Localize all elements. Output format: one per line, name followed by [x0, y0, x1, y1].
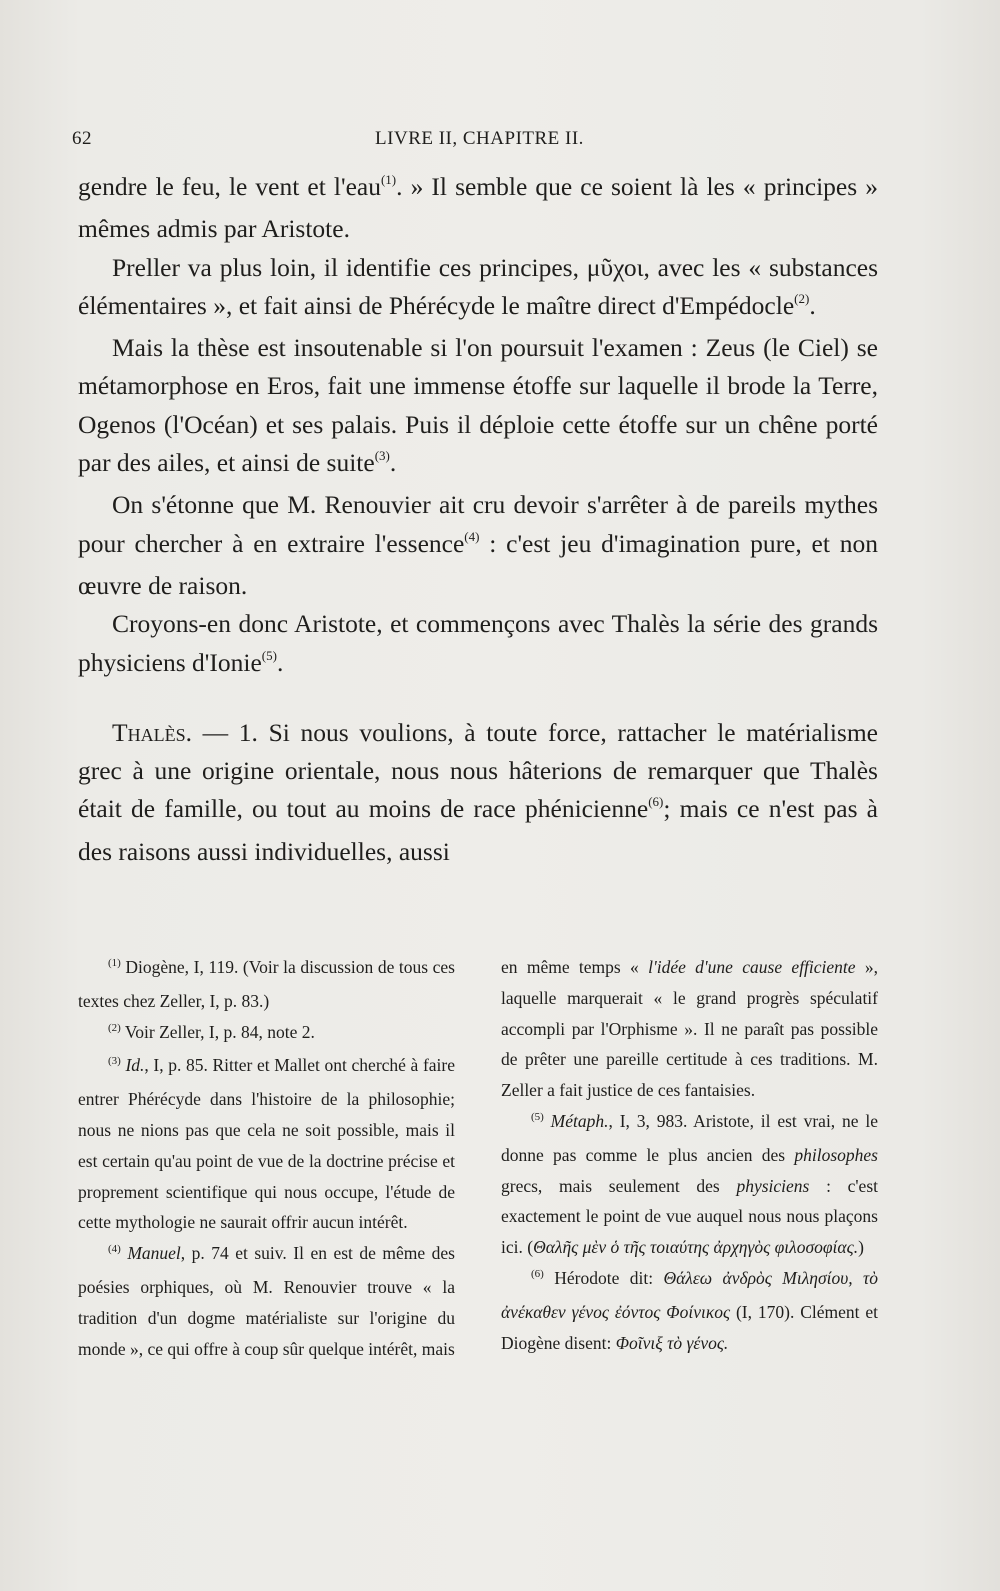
footnote: $^{(1)}$ Diogène, I, 119. (Voir la discussion de tous ces textes chez Zeller, I, p. 83.)	[78, 957, 455, 1011]
main-text	[78, 168, 878, 871]
footnote-ref: (2)	[794, 290, 810, 306]
footnote: $^{(6)}$ Hérodote dit: Θάλεω ἀνδρὸς Μιλησίου, τὸ ἀνέκαθεν γένος ἐόντος Φοίνικος (I, 170). Clément et Diogène disent: Φοῖνιξ τὸ γένος.	[501, 1267, 879, 1353]
footnote-ref: (1)	[380, 172, 397, 187]
footnote: $^{(2)}$ Voir Zeller, I, p. 84, note 2.	[108, 1021, 315, 1042]
footnote: $^{(3)}$ Id., I, p. 85. Ritter et Mallet ont cherché à faire entrer Phérécyde dans l'histoire de la philosophie; nous ne nions pas que cela ne soit possible, mais il est certain qu'au point de vue de la doctrine précise et proprement scientifique qui nous occupe, l'étude de cette mythologie ne saurait offrir aucun intérêt.	[78, 1055, 456, 1233]
paragraph: Thalès. — 1. Si nous voulions, à toute force, rattacher le matérialisme grec à une origine orientale, nous nous hâterions de remarquer que Thalès était de famille, ou tout au moins de race phénicienne$^{(6)}$; mais ce n'est pas à des raisons aussi individuelles, aussi	[78, 717, 878, 866]
page-header	[72, 128, 887, 158]
footnote-ref: (4)	[464, 528, 480, 544]
footnote: $^{(5)}$ Métaph., I, 3, 983. Aristote, il est vrai, ne le donne pas comme le plus ancien des philosophes grecs, mais seulement des physiciens : c'est exactement le point de vue auquel nous nous plaçons ici. (Θαλῆς μὲν ὁ τῆς τοιαύτης ἀρχηγὸς φιλοσοφίας.)	[501, 1110, 878, 1258]
section-heading: Thalès.	[112, 717, 192, 747]
footnote-column-left	[78, 952, 455, 1364]
running-head: LIVRE II, CHAPITRE II.	[375, 128, 584, 149]
paragraph: On s'étonne que M. Renouvier ait cru devoir s'arrêter à de pareils mythes pour chercher à en extraire l'essence$^{(4)}$ : c'est jeu d'imagination pure, et non œuvre de raison.	[78, 490, 878, 600]
footnote: $^{(4)}$ Manuel, p. 74 et suiv. Il en est de même des poésies orphiques, où M. Renouvier trouve « la tradition d'un dogme matérialiste sur l'origine du monde », ce qui offre à coup sûr quelque intérêt, mais	[78, 1243, 455, 1359]
footnotes	[78, 952, 878, 1364]
footnote-continuation: en même temps « l'idée d'une cause efficiente », laquelle marquerait « le grand progrès spéculatif accompli par l'Orphisme ». Il ne paraît pas possible de prêter une pareille certitude à ces traditions. M. Zeller a fait justice de ces fantaisies.	[501, 957, 879, 1101]
paragraph: gendre le feu, le vent et l'eau$^{(1)}$. » Il semble que ce soient là les « principes » mêmes admis par Aristote.	[78, 172, 878, 244]
paragraph: Croyons-en donc Aristote, et commençons avec Thalès la série des grands physiciens d'Ionie$^{(5)}$.	[78, 609, 878, 677]
footnote-ref: (6)	[648, 794, 664, 810]
footnote-column-right	[501, 952, 878, 1364]
page-number: 62	[72, 128, 92, 149]
paragraph: Preller va plus loin, il identifie ces principes, μῦχοι, avec les « substances élémentaires », et fait ainsi de Phérécyde le maître direct d'Empédocle$^{(2)}$.	[78, 252, 878, 320]
footnote-ref: (5)	[261, 647, 277, 663]
paragraph: Mais la thèse est insoutenable si l'on poursuit l'examen : Zeus (le Ciel) se métamorphose en Eros, fait une immense étoffe sur laquelle il brode la Terre, Ogenos (l'Océan) et ses palais. Puis il déploie cette étoffe sur un chêne porté par des ailes, et ainsi de suite$^{(3)}$.	[78, 333, 878, 478]
footnote-ref: (3)	[374, 448, 390, 464]
